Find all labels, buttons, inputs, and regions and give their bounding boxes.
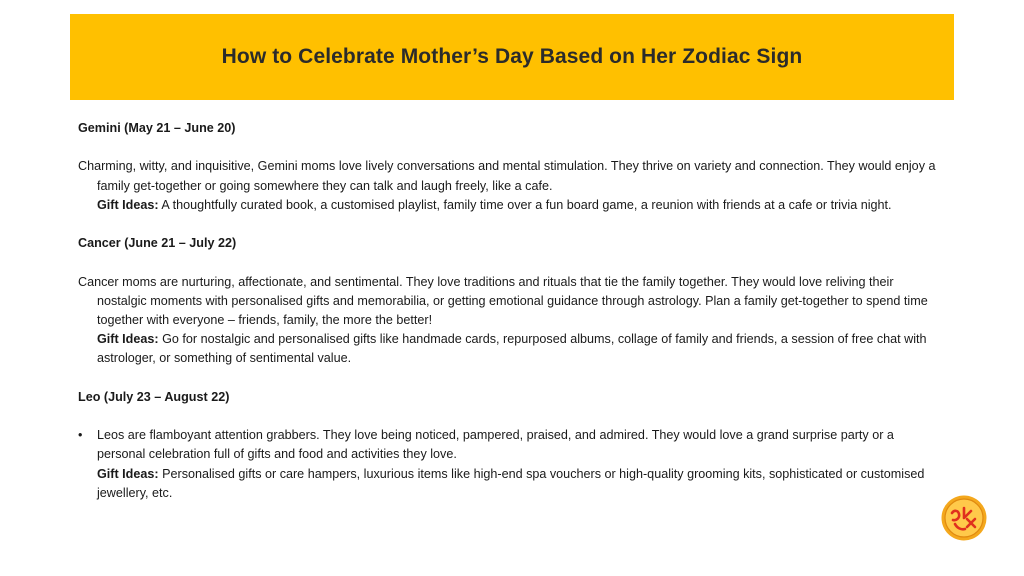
section-body-cancer	[78, 273, 944, 369]
section-heading-leo: Leo (July 23 – August 22)	[78, 389, 230, 404]
gift-ideas-label: Gift Ideas:	[97, 466, 159, 481]
section-body-leo	[78, 426, 944, 503]
section-body-gemini	[78, 157, 944, 215]
gift-ideas-label: Gift Ideas:	[97, 332, 159, 347]
gift-ideas-text: Go for nostalgic and personalised gifts like handmade cards, repurposed albums, collage of family and friends, a session of free chat with astrologer, or something of sentimental value.	[97, 332, 927, 366]
gift-ideas-gemini	[97, 196, 944, 215]
bullet-dot: •	[78, 428, 83, 443]
section-description: Charming, witty, and inquisitive, Gemini moms love lively conversations and mental stimulation. They thrive on variety and connection. They would enjoy a family get-together or going somewhere they can talk and laugh freely, like a cafe.	[78, 159, 936, 193]
gift-ideas-cancer	[97, 330, 944, 368]
section-heading-cancer: Cancer (June 21 – July 22)	[78, 236, 237, 251]
section-heading-gemini: Gemini (May 21 – June 20)	[78, 121, 236, 135]
title-banner	[70, 14, 954, 100]
section-description: Leos are flamboyant attention grabbers. They love being noticed, pampered, praised, and admired. They would love a grand surprise party or a personal celebration full of gifts and food and activities they love.	[97, 428, 894, 462]
gift-ideas-text: A thoughtfully curated book, a customised playlist, family time over a fun board game, a reunion with friends at a cafe or trivia night.	[158, 197, 892, 212]
section-description: Cancer moms are nurturing, affectionate, and sentimental. They love traditions and rituals that tie the family together. They would love reliving their nostalgic moments with personalised gifts and memorabilia, or getting emotional guidance through astrology. Plan a family get-together to spend time together with everyone – friends, family, the more the better!	[78, 274, 928, 327]
zodiac-brand-logo-icon	[940, 494, 988, 542]
gift-ideas-text: Personalised gifts or care hampers, luxurious items like high-end spa vouchers or high-quality grooming kits, sophisticated or customised jewellery, etc.	[97, 466, 925, 500]
gift-ideas-leo	[97, 465, 944, 503]
page-title: How to Celebrate Mother’s Day Based on Her Zodiac Sign	[221, 45, 803, 68]
article-body	[78, 119, 944, 503]
gift-ideas-label: Gift Ideas:	[97, 197, 159, 212]
